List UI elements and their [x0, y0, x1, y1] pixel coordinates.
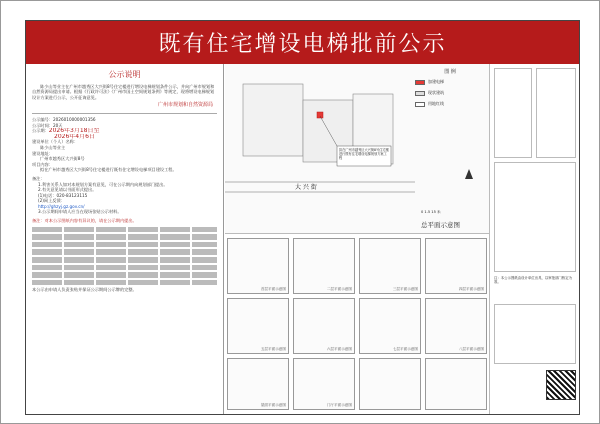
note-item: (1)电话：020-83123115	[38, 192, 88, 198]
notice-heading: 公示说明	[108, 70, 141, 79]
site-plan	[225, 64, 489, 234]
legend	[415, 68, 485, 138]
building-block	[243, 84, 303, 156]
legend-row: 现状建筑	[415, 90, 485, 96]
notice-dates: 公示期：2026年3月18日至	[32, 128, 100, 134]
floor-plan: 三层平面示意图	[359, 238, 421, 294]
elevator-marker	[317, 112, 323, 118]
legend-swatch	[415, 91, 425, 96]
floor-plan: 门厅平面示意图	[293, 358, 355, 410]
floor-plan-grid	[225, 236, 489, 412]
content-label: 项目内容：	[32, 161, 53, 167]
floor-plan	[359, 358, 421, 410]
drawing-area	[225, 64, 579, 414]
floor-plan	[425, 358, 487, 410]
filler-text	[32, 227, 217, 286]
floor-plan: 首层平面示意图	[227, 238, 289, 294]
address: 建设地址：	[32, 150, 53, 156]
floor-plan: 五层平面示意图	[227, 298, 289, 354]
note-label: 备注：	[32, 175, 45, 181]
notice-end-date: 2026年4月6日	[54, 133, 95, 140]
closing-text: 本公示由申请人负责张贴并保证公示期间公示牌的完整。	[32, 287, 137, 293]
legend-swatch	[415, 80, 425, 85]
side-panel	[489, 64, 579, 414]
street-label: 大 兴 街	[295, 184, 317, 191]
elevation-thumbnail	[536, 68, 576, 158]
banner	[26, 21, 579, 64]
elevation-thumbnail	[494, 68, 532, 158]
legend-title: 图 例	[444, 69, 456, 75]
legend-row: 用地红线	[415, 101, 485, 107]
notice-period: 公示时间：20天	[32, 122, 63, 128]
floor-plan: 七层平面示意图	[359, 298, 421, 354]
applicant-value: 陈少山等业主	[40, 144, 66, 150]
note-item: 2.有关意见请以书面形式提出。	[38, 187, 97, 193]
site-plan-title: 总平面示意图	[421, 221, 460, 229]
notice-column	[26, 64, 224, 414]
divider	[32, 113, 217, 114]
banner-title: 既有住宅增设电梯批前公示	[158, 32, 447, 57]
floor-plan: 六层平面示意图	[293, 298, 355, 354]
note-item: 1.利害关系人如对本规划方案有意见，可在公示期内向规划部门提出。	[38, 181, 168, 187]
callout-text: 拟在广州市越秀区大兴街8号住宅楼进行既有住宅增设电梯规划方案工程	[339, 148, 389, 160]
applicant: 建设单位（个人）名称：	[32, 139, 79, 145]
notice-body: 陈少山等业主在广州市越秀区大兴街8号住宅楼进行增设电梯规划条件公示，并向广州市规划和自然资源局提出申请。根据《行政许可法》《广州市国土空间规划条例》等规定，现将增设电梯规划设计方案进行公示，公开征询意见。	[32, 83, 215, 100]
north-arrow-icon	[465, 169, 473, 179]
floor-plan: 四层平面示意图	[425, 238, 487, 294]
note-item: 3.公示期间申请人应当在现场张贴公示材料。	[38, 209, 122, 215]
address-value: 广州市越秀区大兴街8号	[40, 156, 85, 162]
floor-plan: 二层平面示意图	[293, 238, 355, 294]
agency-name: 广州市规划和自然资源局	[157, 102, 213, 109]
scale-bar: 0 1.5 15 米	[421, 210, 441, 214]
qr-code-icon[interactable]	[546, 370, 576, 400]
feedback-link[interactable]: http://ghzyj.gz.gov.cn/	[38, 203, 85, 209]
legend-swatch	[415, 102, 425, 107]
section-thumbnail	[494, 162, 576, 272]
notice-frame	[25, 20, 580, 415]
floor-plan: 八层平面示意图	[425, 298, 487, 354]
side-caption: 注：本公示图纸由设计单位出具，以审批部门核定为准。	[494, 276, 572, 285]
floor-plan: 屋面平面示意图	[227, 358, 289, 410]
note-items	[32, 182, 217, 216]
note-item: (2)网上反馈：	[38, 198, 65, 204]
detail-thumbnail	[494, 304, 576, 364]
legend-row: 加建电梯	[415, 79, 485, 85]
content-value: 拟在广州市越秀区大兴街8号住宅楼进行既有住宅增设电梯项目建设工程。	[40, 167, 177, 173]
notice-id: 公示编号：2026010000001356	[32, 116, 96, 122]
red-note: 备注：对本公示图纸内容有异议的，请在公示期内提出。	[32, 218, 137, 224]
